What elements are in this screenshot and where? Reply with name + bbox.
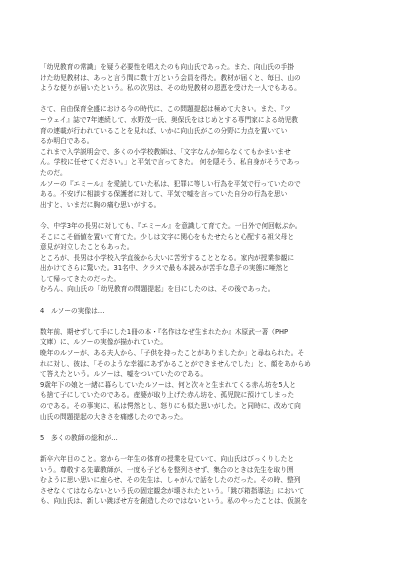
paragraph-kindergarten-education: 「幼児教育の常識」を疑う必要性を唱えたのも向山氏であった。また、向山氏の手掛 けた幼児教材は、あっと言う間に数十万という会員を得た。教材が届くと、毎日、山の ような便りが届いたという。私の次男は、その幼児教材の恩恵を受けた一人でもある。 [40, 63, 301, 93]
paragraph-rousseau-reality: 数年前、期せずして手にした1冊の本・『名作はなぜ生まれたか』木原武一著（PHP 文庫）に、ルソーの実像が描かれていた。 晩年のルソーが、ある夫人から、「子供を持ったことがありましたか」と尋ねられた。そ れに対し、彼は、「そのような幸福にあずかることができませんでした」と、顔をあからめ て答えたという。ルソーは、嘘をついていたのである。 9歳年下の娘と一緒に暮らしていたルソーは、何と次々と生まれてくる赤ん坊を5人と も捨て子にしていたのである。産婆が取り上げた赤ん坊を、孤児院に預けてしまった のである。その事実に、私は愕然とし、怒りにも似た思いがした。と同時に、改めて向 山氏の問題提起の大きさを痛感したのであった。 [40, 327, 311, 421]
paragraph-gap [40, 94, 370, 105]
paragraph-gap [40, 443, 370, 454]
paragraph-teachers-sum: 新卒六年目のこと。窓から一年生の体育の授業を見ていて、向山氏はびっくりしたと いう。尊敬する先輩教師が、一度も子どもを整列させず、集合のときは先生を取り囲 むように思い思いに座らせ、その先生は、しゃがんで話をしたのだった。その時、整列 させなくてはならないという氏の固定観念が壊されたという。「跳び箱指導法」において も、向山氏は、新しい跳ばせ方を創造したのではないという。私のやったことは、仮説を [40, 454, 308, 506]
paragraph-gap [40, 316, 370, 327]
paragraph-eldest-son: 今、中学3年の長男に対しても、『エミール』を意識して育てた。一日外で何回転ぶか。 そこにこそ価値を置いて育てた。少しは文字に関心をもたせたらと心配する祖父母と 意見が対立したこともあった。 ところが、長男は小学校入学直後から大いに苦労することとなる。家内が授業参観に 出かけてさらに驚いた。31名中、クラスで最も本読みが苦手な息子の実態に唖然と して帰ってきたのだった。 むろん、向山氏の「幼児教育の問題提起」を目にしたのは、その後であった。 [40, 221, 302, 294]
section-heading-4: 4 ルソーの実像は… [40, 306, 105, 315]
paragraph-gap [40, 422, 370, 433]
paragraph-free-childcare: さて、自由保育全盛における今の時代に、この問題提起は極めて大きい。また、『ツ ーウェイ』誌で7年連続して、水野茂一氏、奥保氏をはじめとする専門家による幼児教 育の連載が行われていることを見れば、いかに向山氏がこの分野に力点を置いてい るか明白である。 これまで入学説明会で、多くの小学校教師は、「文字なんか知らなくてもかまいませ ん。学校に任せてください。」と平気で言ってきた。 何を隠そう、私自身がそうであっ たのだ。 ルソーの『エミール』を愛読していた私は、犯罪に等しい行為を平気で行っていたので ある。不安げに相談する保護者に対して、平気で嘘を言っていた自分の行為を思い 出すと、いまだに胸の痛む思いがする。 [40, 105, 301, 209]
paragraph-gap [40, 210, 370, 221]
section-heading-5: 5 多くの教師の総和が… [40, 433, 118, 442]
paragraph-gap [40, 295, 370, 306]
